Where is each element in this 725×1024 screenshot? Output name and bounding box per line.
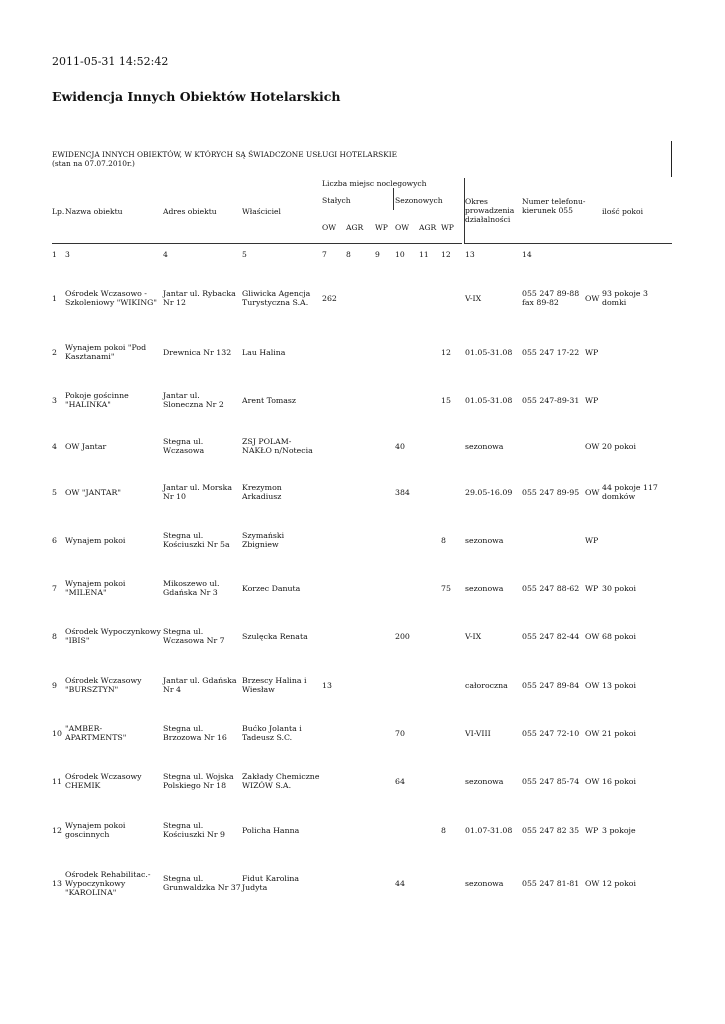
cell-lp: 8 (52, 631, 57, 641)
header-seas-agr: AGR (419, 223, 437, 232)
cell-period: 01.05-31.08 (465, 347, 513, 357)
cell-address: Stegna ul. Wczasowa Nr 7 (163, 627, 225, 645)
cell-type: OW (585, 680, 600, 690)
cell-period: całoroczna (465, 680, 508, 690)
cell-lp: 10 (52, 728, 62, 738)
cell-name: "AMBER-APARTMENTS" (65, 724, 127, 742)
cell-lp: 12 (52, 825, 62, 835)
cell-seas-ow: 70 (395, 728, 405, 738)
cell-name: Wynajem pokoi goscinnych (65, 821, 126, 839)
colnum: 9 (375, 250, 380, 259)
cell-seas-ow: 384 (395, 487, 410, 497)
cell-owner: Krezymon Arkadiusz (242, 483, 282, 501)
colnum: 10 (395, 250, 405, 259)
cell-address: Stegna ul. Wojska Polskiego Nr 18 (163, 772, 234, 790)
cell-owner: Policha Hanna (242, 825, 300, 835)
header-period: Okres prowadzenia działalności (465, 197, 515, 224)
cell-owner: Fidut Karolina Judyta (242, 874, 300, 892)
cell-name: Wynajem pokoi (65, 535, 126, 545)
cell-perm-ow: 262 (322, 293, 337, 303)
cell-address: Jantar ul. Gdańska Nr 4 (163, 676, 237, 694)
cell-phone: 055 247 82-44 (522, 631, 580, 641)
cell-owner: Arent Tomasz (242, 395, 297, 405)
cell-type: OW (585, 441, 600, 451)
cell-owner: Szulęcka Renata (242, 631, 308, 641)
cell-phone: 055 247 89-84 (522, 680, 580, 690)
cell-period: V-IX (465, 293, 482, 303)
cell-name: OW "JANTAR" (65, 487, 121, 497)
cell-seas-ow: 200 (395, 631, 410, 641)
cell-address: Jantar ul. Rybacka Nr 12 (163, 289, 236, 307)
cell-address: Mikoszewo ul. Gdańska Nr 3 (163, 579, 220, 597)
cell-lp: 5 (52, 487, 57, 497)
cell-period: 01.07-31.08 (465, 825, 513, 835)
cell-type: WP (585, 535, 599, 545)
cell-address: Jantar ul. Morska Nr 10 (163, 483, 233, 501)
cell-lp: 1 (52, 293, 57, 303)
cell-period: 29.05-16.09 (465, 487, 513, 497)
header-address: Adres obiektu (163, 207, 217, 216)
cell-name: Ośrodek Wczasowy CHEMIK (65, 772, 142, 790)
cell-owner: Zakłady Chemiczne WIZÓW S.A. (242, 772, 320, 790)
cell-address: Stegna ul. Brzozowa Nr 16 (163, 724, 227, 742)
cell-type: OW (585, 631, 600, 641)
cell-type: WP (585, 395, 599, 405)
cell-rooms: 30 pokoi (602, 583, 636, 593)
cell-name: Wynajem pokoi "Pod Kasztanami" (65, 343, 147, 361)
cell-name: Ośrodek Wczasowo - Szkoleniowy "WIKING" (65, 289, 157, 307)
cell-address: Jantar ul. Sloneczna Nr 2 (163, 391, 224, 409)
header-seas-wp: WP (441, 223, 454, 232)
header-perm-agr: AGR (346, 223, 364, 232)
cell-lp: 13 (52, 878, 62, 888)
cell-rooms: 16 pokoi (602, 776, 636, 786)
cell-lp: 9 (52, 680, 57, 690)
header-perm-wp: WP (375, 223, 388, 232)
cell-type: OW (585, 728, 600, 738)
cell-type: OW (585, 293, 600, 303)
cell-name: OW Jantar (65, 441, 107, 451)
colnum: 11 (419, 250, 429, 259)
cell-seas-wp: 8 (441, 825, 446, 835)
header-phone: Numer telefonu-kierunek 055 (522, 197, 586, 215)
header-name: Nazwa obiektu (65, 207, 123, 216)
header-seas-ow: OW (395, 223, 410, 232)
cell-name: Wynajem pokoi "MILENA" (65, 579, 126, 597)
cell-phone: 055 247-89-31 (522, 395, 580, 405)
cell-seas-wp: 8 (441, 535, 446, 545)
cell-lp: 3 (52, 395, 57, 405)
cell-type: OW (585, 487, 600, 497)
cell-rooms: 21 pokoi (602, 728, 636, 738)
cell-lp: 4 (52, 441, 57, 451)
cell-rooms: 93 pokoje 3 domki (602, 289, 648, 307)
cell-seas-ow: 44 (395, 878, 405, 888)
cell-phone: 055 247 81-81 (522, 878, 580, 888)
cell-phone: 055 247 17-22 (522, 347, 580, 357)
cell-address: Stegna ul. Kościuszki Nr 5a (163, 531, 230, 549)
cell-phone: 055 247 88-62 (522, 583, 580, 593)
colnum: 5 (242, 250, 247, 259)
document-heading (52, 150, 397, 168)
cell-phone: 055 247 72-10 (522, 728, 580, 738)
cell-perm-ow: 13 (322, 680, 332, 690)
cell-owner: ZSJ POLAM-NAKŁO n/Notecia (242, 437, 313, 455)
cell-period: 01.05-31.08 (465, 395, 513, 405)
header-seasonal: Sezonowych (395, 196, 443, 205)
cell-seas-wp: 12 (441, 347, 451, 357)
header-permanent: Stałych (322, 196, 351, 205)
colnum: 12 (441, 250, 451, 259)
colnum: 3 (65, 250, 70, 259)
cell-type: WP (585, 825, 599, 835)
cell-seas-ow: 64 (395, 776, 405, 786)
colnum: 1 (52, 250, 57, 259)
cell-period: sezonowa (465, 535, 504, 545)
cell-lp: 2 (52, 347, 57, 357)
colnum: 8 (346, 250, 351, 259)
report-timestamp: 2011-05-31 14:52:42 (52, 55, 169, 68)
header-lp: Lp. (52, 207, 65, 216)
cell-owner: Korzec Danuta (242, 583, 301, 593)
cell-type: WP (585, 583, 599, 593)
cell-phone: 055 247 89-95 (522, 487, 580, 497)
header-rooms: ilość pokoi (602, 207, 644, 216)
cell-seas-wp: 75 (441, 583, 451, 593)
page-edge-rule (671, 141, 672, 177)
colnum: 4 (163, 250, 168, 259)
colnum: 13 (465, 250, 475, 259)
cell-period: sezonowa (465, 441, 504, 451)
page-title: Ewidencja Innych Obiektów Hotelarskich (52, 89, 341, 104)
cell-rooms: 20 pokoi (602, 441, 636, 451)
cell-seas-ow: 40 (395, 441, 405, 451)
cell-lp: 7 (52, 583, 57, 593)
heading-line-1: EWIDENCJA INNYCH OBIEKTÓW, W KTÓRYCH SĄ ŚWIADCZONE USŁUGI HOTELARSKIE (52, 150, 398, 159)
cell-lp: 11 (52, 776, 62, 786)
cell-owner: Szymański Zbigniew (242, 531, 285, 549)
cell-rooms: 3 pokoje (602, 825, 636, 835)
cell-period: sezonowa (465, 583, 504, 593)
header-rule-right (464, 243, 672, 244)
cell-address: Stegna ul. Wczasowa (163, 437, 205, 455)
cell-phone: 055 247 82 35 (522, 825, 580, 835)
colnum: 7 (322, 250, 327, 259)
cell-owner: Gliwicka Agencja Turystyczna S.A. (242, 289, 311, 307)
cell-address: Stegna ul. Grunwaldzka Nr 37 (163, 874, 241, 892)
cell-address: Drewnica Nr 132 (163, 347, 232, 357)
cell-owner: Bućko Jolanta i Tadeusz S.C. (242, 724, 302, 742)
cell-period: sezonowa (465, 878, 504, 888)
heading-line-2: (stan na 07.07.2010r.) (52, 159, 135, 168)
colnum: 14 (522, 250, 532, 259)
header-rule-left (52, 243, 462, 244)
cell-phone: 055 247 85-74 (522, 776, 580, 786)
cell-rooms: 12 pokoi (602, 878, 636, 888)
cell-type: WP (585, 347, 599, 357)
cell-name: Pokoje gościnne "HALINKA" (65, 391, 129, 409)
header-perm-ow: OW (322, 223, 337, 232)
cell-name: Ośrodek Wypoczynkowy "IBIS" (65, 627, 161, 645)
cell-rooms: 68 pokoi (602, 631, 636, 641)
cell-rooms: 44 pokoje 117 domków (602, 483, 658, 501)
cell-name: Ośrodek Wczasowy "BURSZTYN" (65, 676, 142, 694)
cell-lp: 6 (52, 535, 57, 545)
cell-type: OW (585, 878, 600, 888)
cell-period: V-IX (465, 631, 482, 641)
cell-type: OW (585, 776, 600, 786)
cell-owner: Lau Halina (242, 347, 286, 357)
header-owner: Właściciel (242, 207, 281, 216)
cell-rooms: 13 pokoi (602, 680, 636, 690)
seasonal-divider (393, 188, 394, 210)
cell-name: Ośrodek Rehabilitac.-Wypoczynkowy "KAROLINA" (65, 869, 151, 897)
cell-seas-wp: 15 (441, 395, 451, 405)
cell-period: sezonowa (465, 776, 504, 786)
cell-owner: Brzescy Halina i Wiesław (242, 676, 307, 694)
header-beds-group: Liczba miejsc noclegowych (322, 179, 427, 188)
cell-address: Stegna ul. Kościuszki Nr 9 (163, 821, 225, 839)
cell-period: VI-VIII (465, 728, 491, 738)
cell-phone: 055 247 89-88 fax 89-82 (522, 289, 580, 307)
